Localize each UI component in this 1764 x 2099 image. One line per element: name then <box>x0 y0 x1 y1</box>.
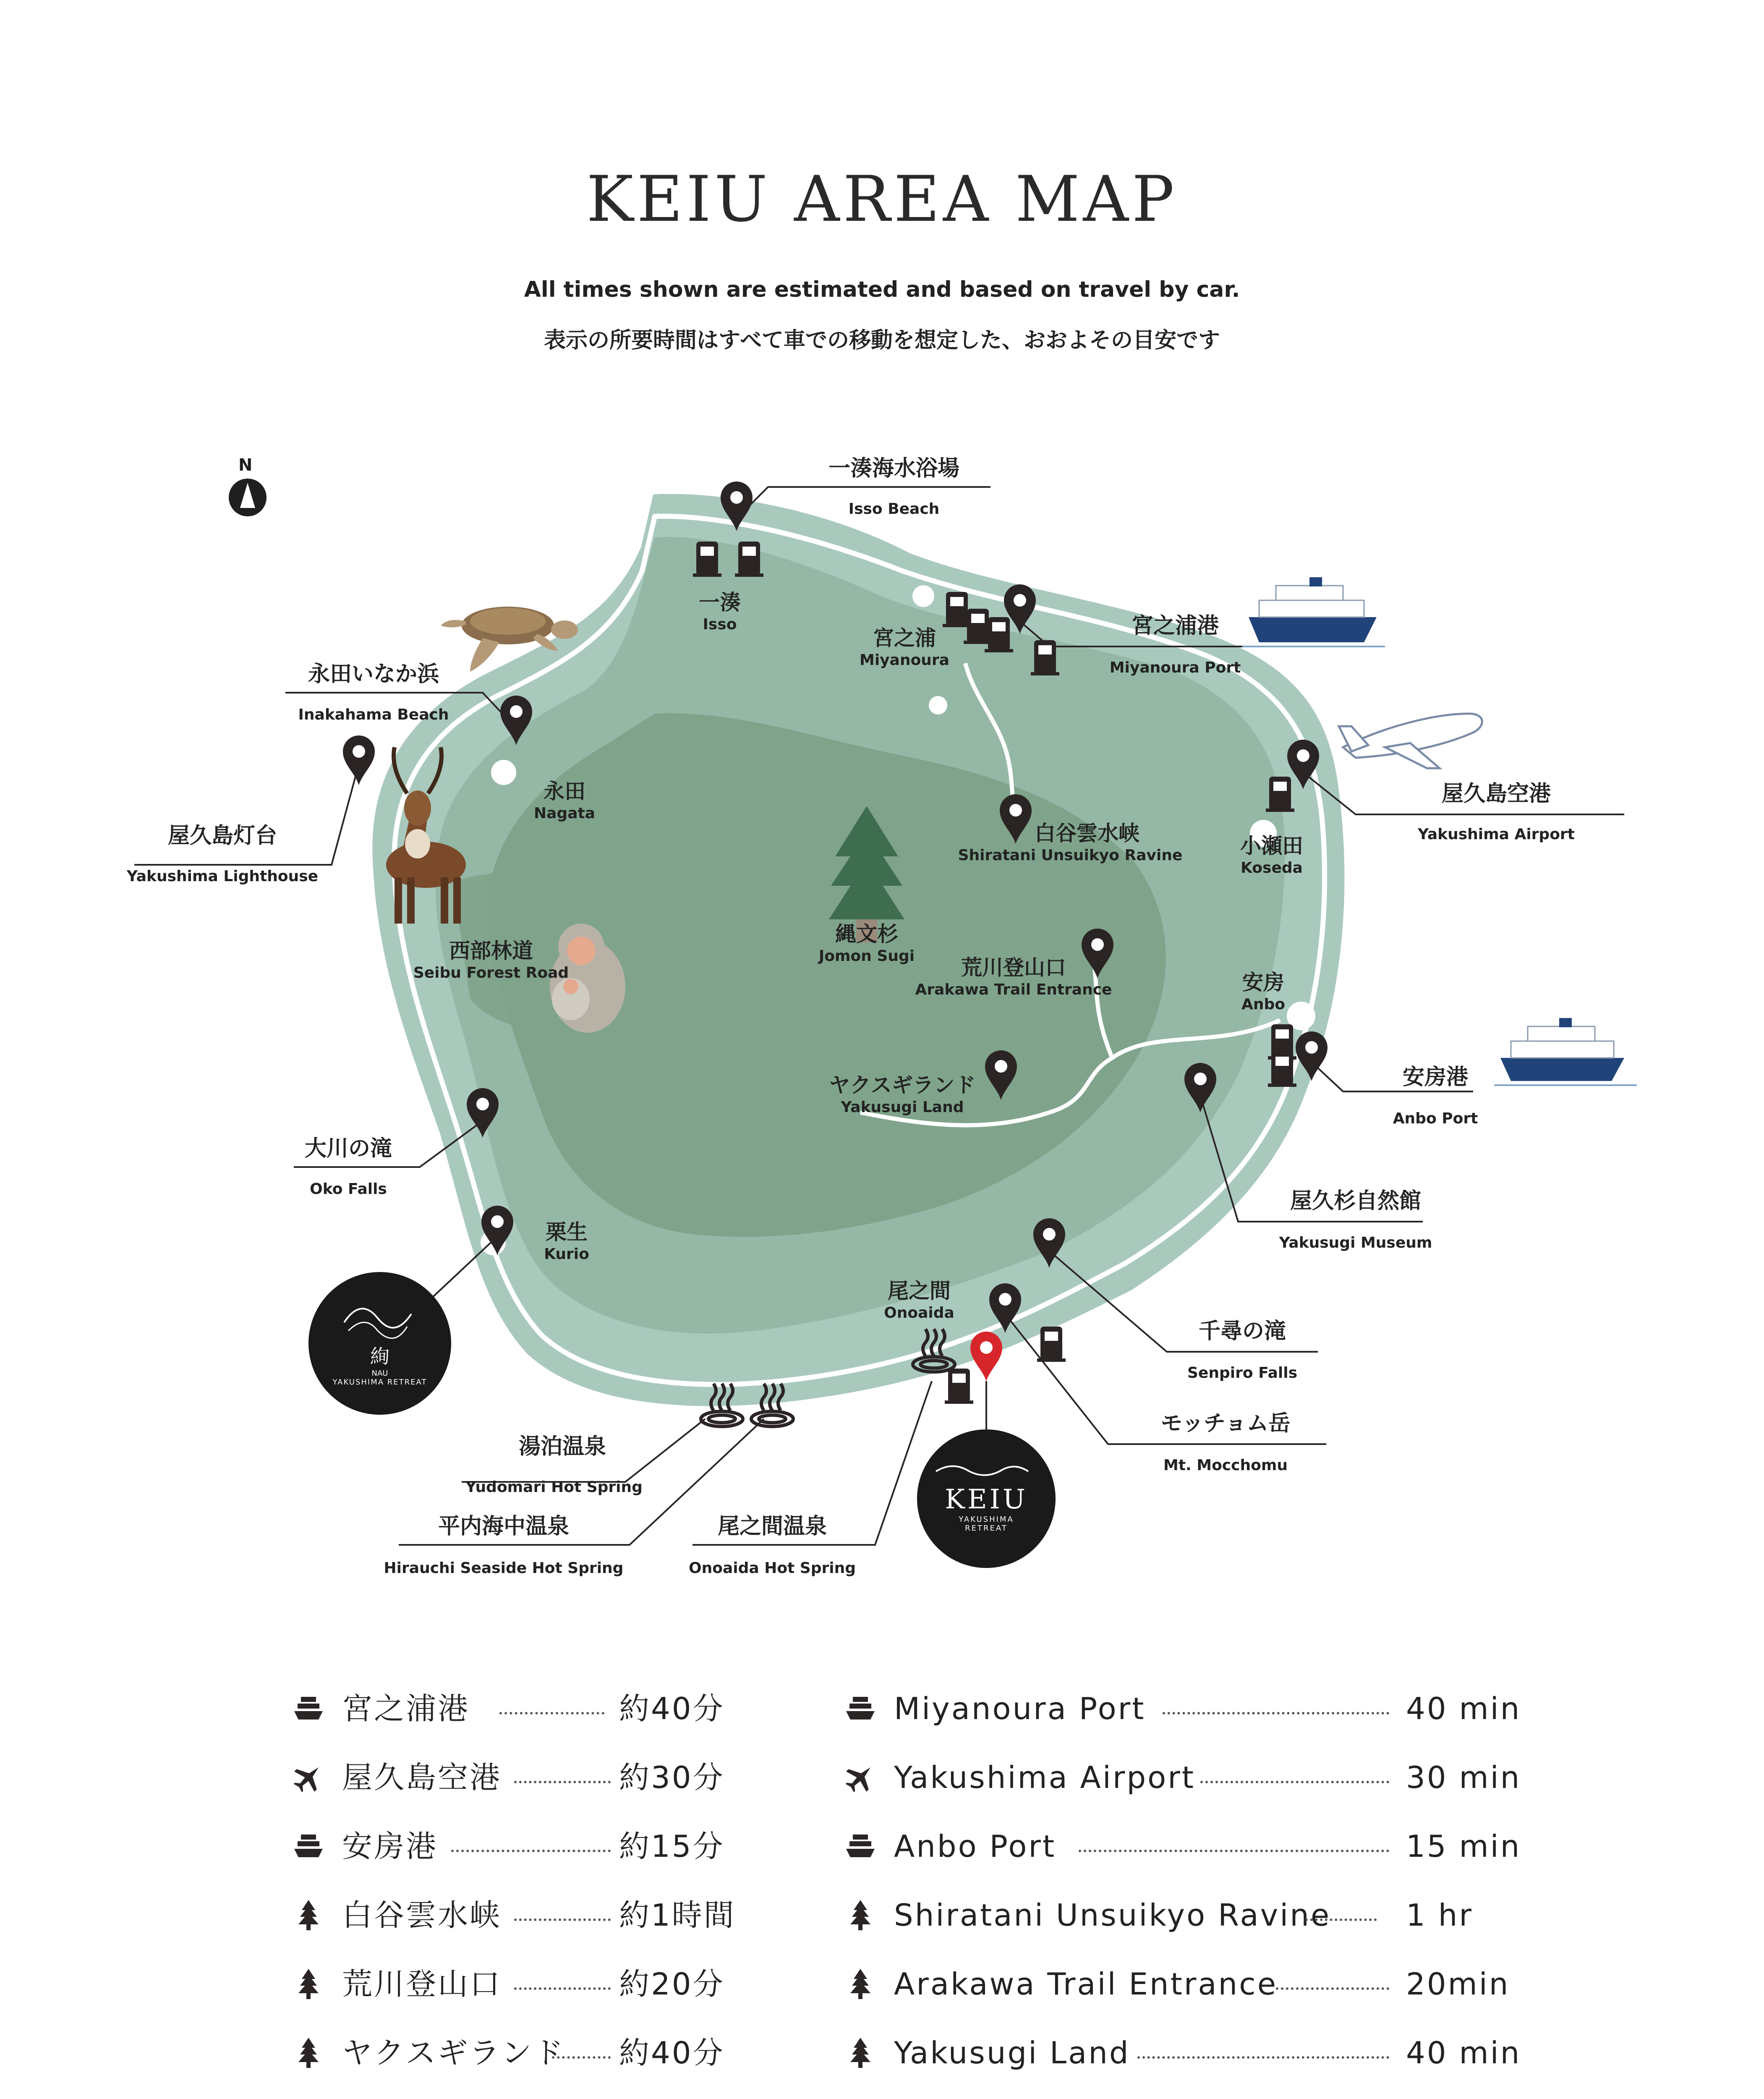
airplane-icon <box>1339 714 1482 768</box>
gas-station-icon <box>735 542 763 577</box>
ship-icon <box>844 1692 877 1725</box>
label-nagata: 永田 Nagata <box>534 779 595 822</box>
legend-destination: 安房港 <box>342 1829 438 1864</box>
label-hirauchi-en: Hirauchi Seaside Hot Spring <box>384 1560 624 1577</box>
gas-station-icon <box>1266 777 1294 812</box>
label-kurio: 栗生 Kurio <box>544 1220 589 1263</box>
legend-time: 約30分 <box>619 1760 725 1795</box>
legend-time: 約40分 <box>619 2035 725 2070</box>
legend-destination: Shiratani Unsuikyo Ravine <box>894 1897 1331 1933</box>
legend-dots <box>1200 1781 1389 1783</box>
nau-logo-line2: YAKUSHIMA RETREAT <box>332 1378 427 1387</box>
label-isso-beach: 一湊海水浴場 <box>828 456 960 481</box>
label-anbo: 安房 Anbo <box>1241 970 1285 1013</box>
legend-dots <box>514 1987 611 1990</box>
legend-time: 40 min <box>1406 1691 1521 1726</box>
gas-station-icon <box>693 542 721 577</box>
tree-icon <box>292 1967 325 2001</box>
legend-destination: Yakushima Airport <box>894 1760 1196 1795</box>
gas-station-icon <box>1037 1327 1066 1362</box>
label-yudomari-en: Yudomari Hot Spring <box>465 1479 643 1496</box>
label-oko-en: Oko Falls <box>310 1180 387 1198</box>
legend-destination: 荒川登山口 <box>342 1966 502 2002</box>
ferry-anbo-icon <box>1494 1018 1637 1085</box>
label-jomon: 縄文杉 Jomon Sugi <box>818 922 915 965</box>
legend-dots <box>451 1850 611 1852</box>
label-miyanoura-port-en: Miyanoura Port <box>1109 659 1241 676</box>
label-onoaida: 尾之間 Onoaida <box>884 1279 954 1322</box>
north-label: N <box>238 455 253 475</box>
map-title: KEIU AREA MAP <box>586 163 1178 236</box>
tree-icon <box>844 1967 877 2001</box>
legend-dots <box>1137 2056 1389 2059</box>
tree-icon <box>844 2036 877 2070</box>
gas-station-icon <box>985 617 1013 652</box>
legend-time: 20min <box>1406 1966 1510 2002</box>
legend-dots <box>514 1918 611 1921</box>
label-inakahama-en: Inakahama Beach <box>298 706 449 723</box>
island-map <box>0 420 1764 1637</box>
legend-dots <box>1079 1850 1389 1852</box>
legend-time: 1 hr <box>1406 1897 1473 1933</box>
pin-keiu-icon <box>970 1332 1002 1381</box>
label-oko: 大川の滝 <box>304 1136 392 1161</box>
legend-time: 約40分 <box>619 1691 725 1726</box>
subtitle-jp: 表示の所要時間はすべて車での移動を想定した、おおよその目安です <box>544 328 1220 353</box>
legend-destination: 屋久島空港 <box>342 1760 502 1795</box>
subtitle-en: All times shown are estimated and based on travel by car. <box>524 277 1240 302</box>
north-arrow-icon <box>229 479 267 516</box>
legend-time: 約15分 <box>619 1829 725 1864</box>
label-miyanoura: 宮之浦 Miyanoura <box>860 626 949 669</box>
legend-dots <box>514 1781 611 1783</box>
label-yakusugi-land: ヤクスギランド Yakusugi Land <box>829 1073 976 1116</box>
label-senpiro-en: Senpiro Falls <box>1187 1364 1297 1382</box>
tree-icon <box>292 2036 325 2070</box>
legend-dots <box>1276 1987 1389 1990</box>
gas-station-icon <box>943 592 971 627</box>
tree-icon <box>292 1898 325 1932</box>
label-isso-beach-en: Isso Beach <box>848 500 940 518</box>
label-anbo-port: 安房港 <box>1402 1065 1469 1090</box>
pin-lighthouse-icon <box>343 735 375 785</box>
label-mocchomu-en: Mt. Mocchomu <box>1163 1457 1288 1474</box>
legend-time: 約20分 <box>619 1966 725 2002</box>
legend-destination: ヤクスギランド <box>342 2035 565 2070</box>
label-onoaida-onsen-en: Onoaida Hot Spring <box>689 1560 856 1577</box>
plane-icon <box>844 1761 877 1794</box>
legend-destination: Arakawa Trail Entrance <box>894 1966 1278 2002</box>
gas-station-icon <box>945 1369 973 1404</box>
legend-time: 40 min <box>1406 2035 1521 2070</box>
legend-dots <box>552 2056 611 2059</box>
tree-icon <box>844 1898 877 1932</box>
label-yudomari: 湯泊温泉 <box>518 1434 606 1459</box>
label-seibu: 西部林道 Seibu Forest Road <box>413 939 569 981</box>
label-miyanoura-port: 宮之浦港 <box>1131 613 1219 639</box>
leader-lighthouse <box>134 764 359 865</box>
ferry-miyanoura-icon <box>1242 577 1385 646</box>
legend-time: 約1時間 <box>619 1897 736 1933</box>
plane-icon <box>292 1761 325 1794</box>
ship-icon <box>292 1692 325 1725</box>
label-hirauchi: 平内海中温泉 <box>438 1514 570 1539</box>
label-airport-en: Yakushima Airport <box>1418 826 1575 843</box>
gas-station-icon <box>964 609 992 644</box>
label-arakawa: 荒川登山口 Arakawa Trail Entrance <box>915 955 1112 998</box>
legend-destination: 宮之浦港 <box>342 1691 470 1726</box>
label-lighthouse-en: Yakushima Lighthouse <box>126 868 319 885</box>
ship-icon <box>844 1829 877 1863</box>
nau-logo-line1: NAU <box>371 1369 388 1378</box>
label-mocchomu: モッチョム岳 <box>1160 1411 1291 1436</box>
keiu-logo-line1: YAKUSHIMA <box>959 1515 1014 1524</box>
legend-destination: Miyanoura Port <box>894 1691 1146 1726</box>
legend-time: 30 min <box>1406 1760 1521 1795</box>
label-koseda: 小瀬田 Koseda <box>1240 834 1303 877</box>
ship-icon <box>292 1829 325 1863</box>
keiu-logo-name: KEIU <box>945 1484 1028 1515</box>
legend-dots <box>1305 1918 1377 1921</box>
keiu-logo-text <box>945 1484 1028 1533</box>
label-museum: 屋久杉自然館 <box>1290 1188 1422 1214</box>
label-senpiro: 千尋の滝 <box>1198 1319 1286 1344</box>
gas-station-icon <box>1031 640 1059 675</box>
legend-destination: 白谷雲水峡 <box>342 1897 502 1933</box>
label-anbo-port-en: Anbo Port <box>1393 1110 1478 1127</box>
nau-logo-text <box>333 1341 427 1387</box>
legend-time: 15 min <box>1406 1829 1521 1864</box>
label-airport: 屋久島空港 <box>1441 781 1551 806</box>
label-isso: 一湊 Isso <box>699 590 741 633</box>
gas-station-icon <box>1268 1052 1296 1087</box>
label-onoaida-onsen: 尾之間温泉 <box>717 1514 827 1539</box>
legend-dots <box>1163 1712 1389 1714</box>
label-lighthouse: 屋久島灯台 <box>167 823 277 848</box>
nau-logo-mark: 絢 <box>370 1345 389 1368</box>
label-inakahama: 永田いなか浜 <box>308 662 439 687</box>
label-museum-en: Yakusugi Museum <box>1279 1234 1432 1251</box>
legend-destination: Yakusugi Land <box>894 2035 1130 2070</box>
label-shiratani: 白谷雲水峡 Shiratani Unsuikyo Ravine <box>958 821 1183 864</box>
keiu-logo-line2: RETREAT <box>965 1524 1008 1533</box>
legend-dots <box>499 1712 604 1714</box>
legend-destination: Anbo Port <box>894 1829 1056 1864</box>
